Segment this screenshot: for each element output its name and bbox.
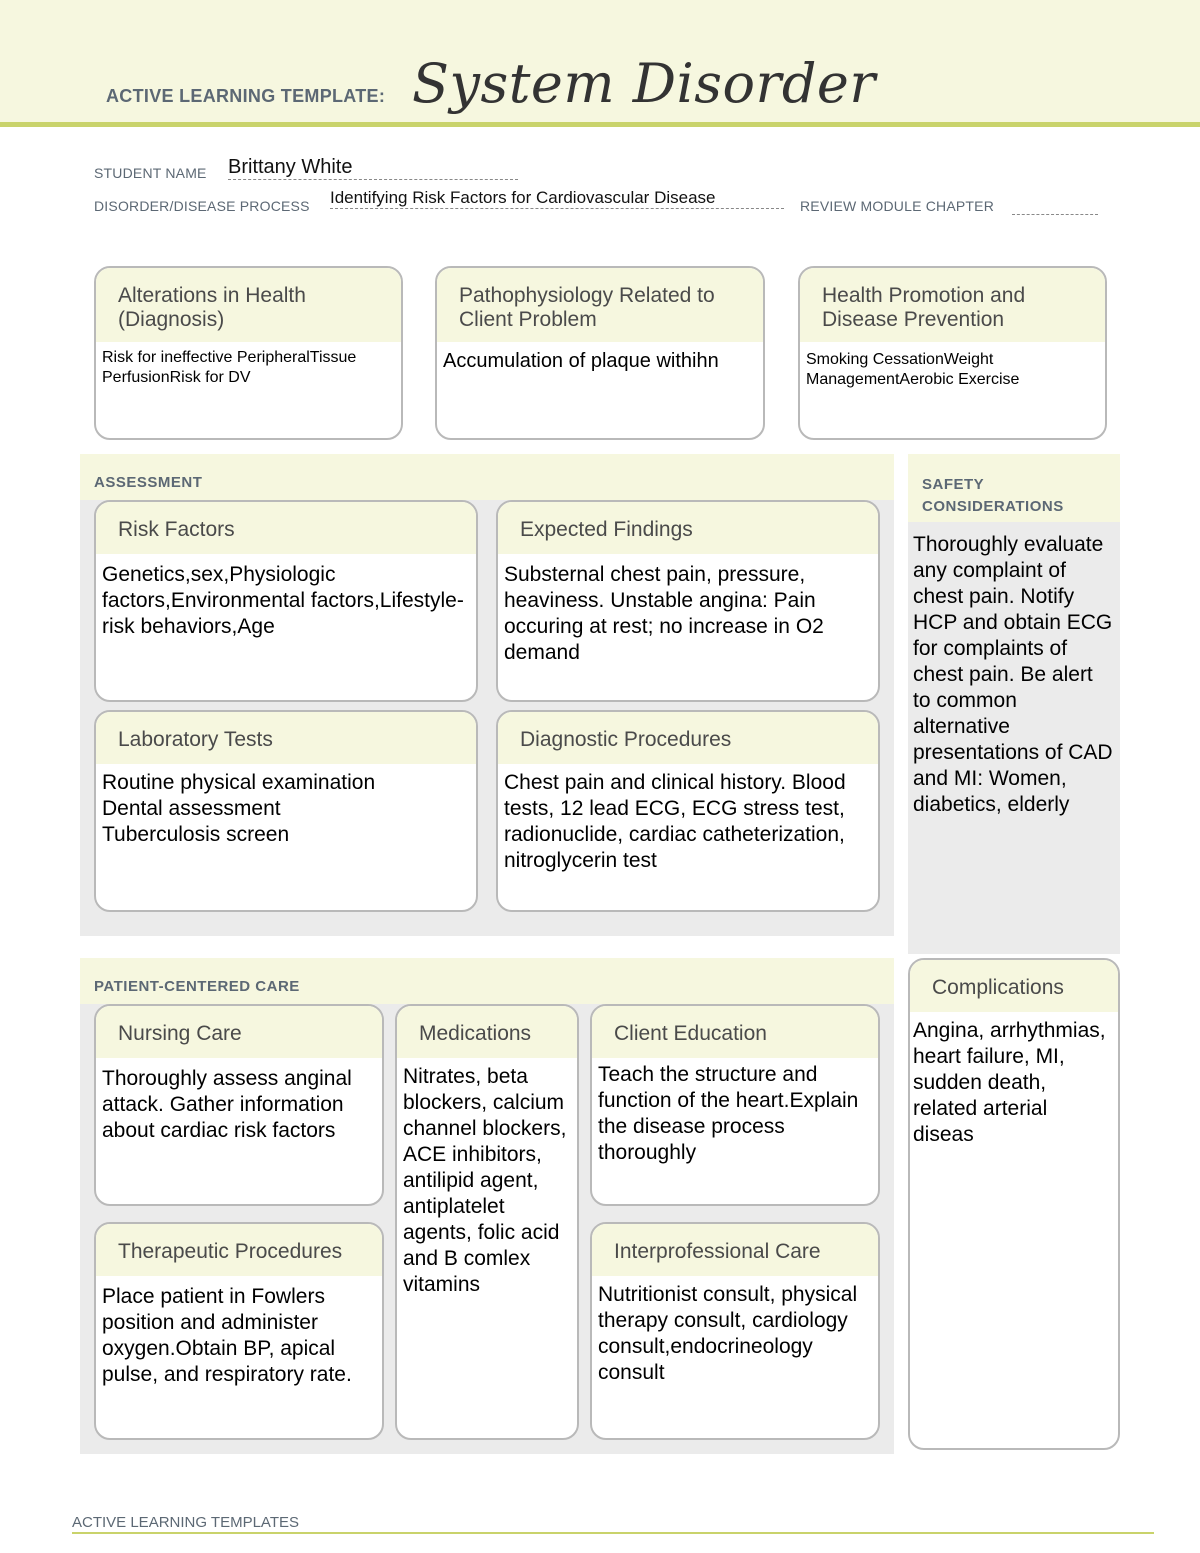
patient-centered-care-title: PATIENT-CENTERED CARE (94, 978, 300, 995)
interprofessional-care-title: Interprofessional Care (592, 1224, 878, 1276)
student-name-label: STUDENT NAME (94, 165, 207, 181)
alterations-title: Alterations in Health (Diagnosis) (96, 268, 401, 342)
client-education-box (590, 1004, 880, 1206)
therapeutic-procedures-body[interactable]: Place patient in Fowlers position and administer oxygen.Obtain BP, apical pulse, and respiratory rate. (102, 1285, 352, 1386)
client-education-body[interactable]: Teach the structure and function of the heart.Explain the disease process thoroughly (598, 1063, 859, 1164)
pathophysiology-body[interactable]: Accumulation of plaque withihn (443, 350, 719, 372)
lab-test-line: Routine physical examination (102, 771, 376, 794)
diagnostic-procedures-box (496, 710, 880, 912)
lab-test-line: Tuberculosis screen (102, 823, 290, 846)
template-label: ACTIVE LEARNING TEMPLATE: (106, 86, 386, 106)
client-education-title: Client Education (592, 1006, 878, 1058)
assessment-title: ASSESSMENT (94, 474, 203, 491)
disorder-label: DISORDER/DISEASE PROCESS (94, 198, 310, 214)
alterations-box (94, 266, 403, 440)
complications-box (908, 958, 1120, 1450)
footer-rule (72, 1532, 1154, 1534)
safety-body[interactable]: Thoroughly evaluate any complaint of chest pain. Notify HCP and obtain ECG for complaints of chest pain. Be alert to common alternative presentations of CAD and MI: Women, diabetics, elderly (913, 533, 1113, 816)
interprofessional-care-body[interactable]: Nutritionist consult, physical therapy consult, cardiology consult,endocrineology consult (598, 1283, 858, 1384)
nursing-care-body[interactable]: Thoroughly assess anginal attack. Gather information about cardiac risk factors (102, 1067, 352, 1142)
alterations-body[interactable]: Risk for ineffective PeripheralTissue PerfusionRisk for DV (102, 349, 357, 386)
medications-box (395, 1004, 579, 1440)
expected-findings-body[interactable]: Substernal chest pain, pressure, heaviness. Unstable angina: Pain occuring at rest; no increase in O2 demand (504, 563, 824, 664)
therapeutic-procedures-box (94, 1222, 384, 1440)
health-promotion-body[interactable]: Smoking CessationWeight ManagementAerobic Exercise (806, 351, 1020, 388)
risk-factors-box (94, 500, 478, 702)
health-promotion-box (798, 266, 1107, 440)
complications-title: Complications (910, 960, 1118, 1012)
expected-findings-title: Expected Findings (498, 502, 878, 554)
template-title: System Disorder (412, 52, 876, 115)
lab-test-line: Dental assessment (102, 797, 281, 820)
risk-factors-body[interactable]: Genetics,sex,Physiologic factors,Environmental factors,Lifestyle-risk behaviors,Age (102, 563, 464, 638)
pathophysiology-title: Pathophysiology Related to Client Problem (437, 268, 763, 342)
review-module-field[interactable] (1012, 198, 1098, 215)
laboratory-tests-box (94, 710, 478, 912)
review-module-label: REVIEW MODULE CHAPTER (800, 198, 994, 214)
student-name-field[interactable]: Brittany White (228, 156, 518, 180)
health-promotion-title: Health Promotion and Disease Prevention (800, 268, 1105, 342)
diagnostic-procedures-title: Diagnostic Procedures (498, 712, 878, 764)
nursing-care-box (94, 1004, 384, 1206)
therapeutic-procedures-title: Therapeutic Procedures (96, 1224, 382, 1276)
safety-title: SAFETY CONSIDERATIONS (922, 476, 1064, 515)
laboratory-tests-title: Laboratory Tests (96, 712, 476, 764)
complications-body[interactable]: Angina, arrhythmias, heart failure, MI, sudden death, related arterial diseas (913, 1019, 1106, 1146)
diagnostic-procedures-body[interactable]: Chest pain and clinical history. Blood tests, 12 lead ECG, ECG stress test, radionuclide, cardiac catheterization, nitroglycerin test (504, 771, 846, 872)
expected-findings-box (496, 500, 880, 702)
risk-factors-title: Risk Factors (96, 502, 476, 554)
pathophysiology-box (435, 266, 765, 440)
medications-body[interactable]: Nitrates, beta blockers, calcium channel blockers, ACE inhibitors, antilipid agent, antiplatelet agents, folic acid and B comlex vitamins (403, 1065, 567, 1296)
laboratory-tests-body[interactable] (96, 764, 476, 854)
interprofessional-care-box (590, 1222, 880, 1440)
nursing-care-title: Nursing Care (96, 1006, 382, 1058)
disorder-field[interactable]: Identifying Risk Factors for Cardiovascular Disease (330, 188, 784, 209)
header-rule (0, 122, 1200, 127)
medications-title: Medications (397, 1006, 577, 1058)
footer-label: ACTIVE LEARNING TEMPLATES (72, 1514, 299, 1531)
